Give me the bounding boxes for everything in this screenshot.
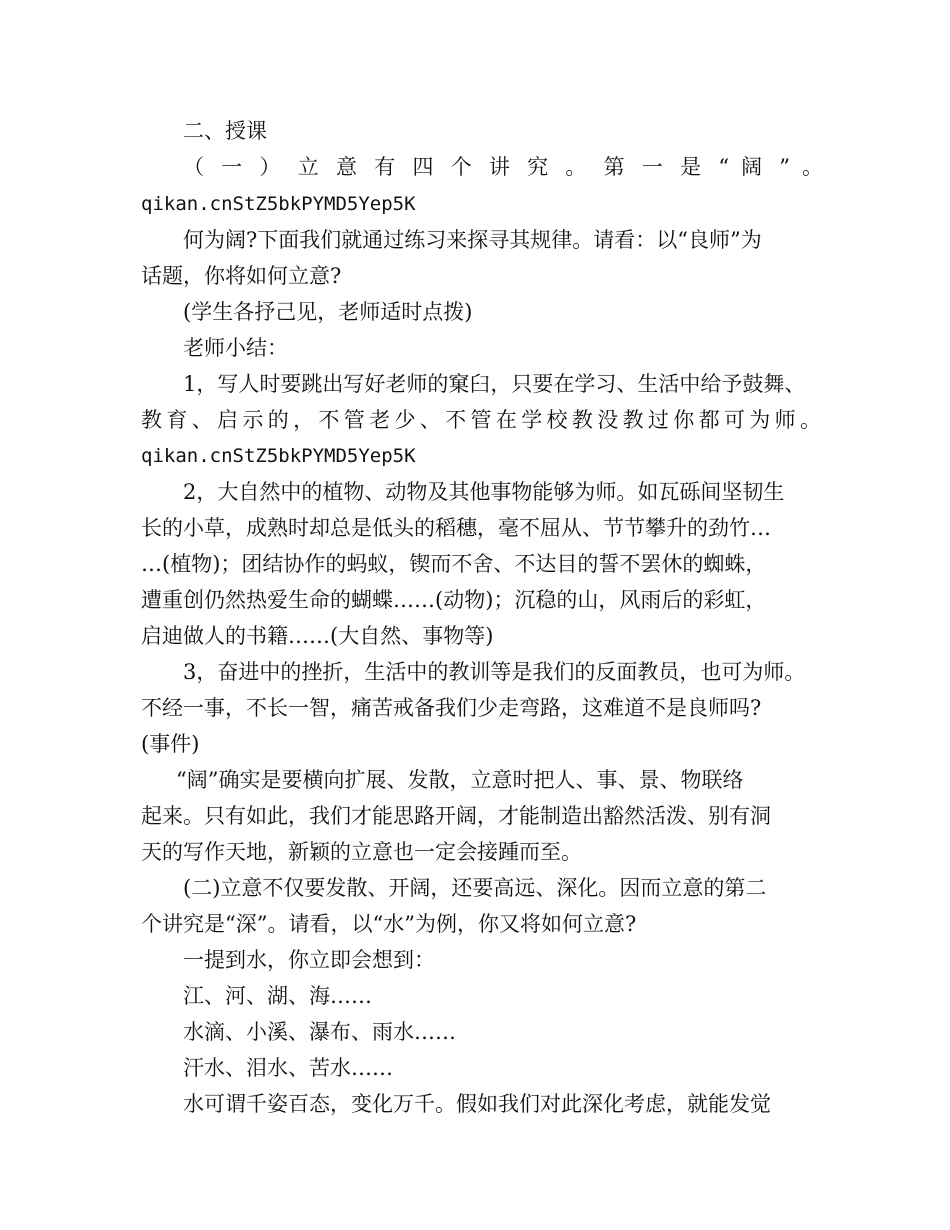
paragraph-line: “阔”确实是要横向扩展、发散，立意时把人、事、景、物联络 [176, 768, 744, 792]
paragraph-line: 2，大自然中的植物、动物及其他事物能够为师。如瓦砾间坚韧生 [183, 480, 785, 504]
paragraph-line: 何为阔?下面我们就通过练习来探寻其规律。请看：以“良师”为 [183, 228, 762, 252]
paragraph-line: 水可谓千姿百态，变化万千。假如我们对此深化考虑，就能发觉 [183, 1092, 771, 1116]
paragraph-line: 江、河、湖、海…… [183, 984, 372, 1008]
paragraph-line: …(植物)；团结协作的蚂蚁，锲而不舍、不达目的誓不罢休的蜘蛛， [141, 552, 767, 576]
paragraph-line: (事件) [141, 732, 200, 756]
paragraph-line: 长的小草，成熟时却总是低头的稻穗，毫不屈从、节节攀升的劲竹… [141, 516, 771, 540]
paragraph-line: 汗水、泪水、苦水…… [183, 1056, 393, 1080]
paragraph-line: 老师小结： [183, 336, 288, 360]
paragraph-line: 天的写作天地，新颖的立意也一定会接踵而至。 [141, 840, 582, 864]
paragraph-line: 起来。只有如此，我们才能思路开阔，才能制造出豁然活泼、别有洞 [141, 804, 771, 828]
paragraph-line: 不经一事，不长一智，痛苦戒备我们少走弯路，这难道不是良师吗? [141, 696, 762, 720]
paragraph-line: 启迪做人的书籍……(大自然、事物等) [141, 624, 494, 648]
paragraph-line: 3，奋进中的挫折，生活中的教训等是我们的反面教员，也可为师。 [183, 660, 806, 684]
paragraph-line: 1，写人时要跳出写好老师的窠臼，只要在学习、生活中给予鼓舞、 [183, 372, 806, 396]
paragraph-line: 水滴、小溪、瀑布、雨水…… [183, 1020, 456, 1044]
paragraph-line: 话题，你将如何立意? [141, 264, 342, 288]
paragraph-line: 一提到水，你立即会想到： [183, 948, 435, 972]
paragraph-line: (学生各抒己见，老师适时点拨) [183, 300, 473, 324]
section-heading: 二、授课 [183, 119, 267, 143]
paragraph-line: 个讲究是“深”。请看，以“水”为例，你又将如何立意? [141, 912, 637, 936]
paragraph-line: 教育、启示的，不管老少、不管在学校教没教过你都可为师。 [141, 408, 821, 432]
source-watermark-text: qikan.cnStZ5bkPYMD5Yep5K [141, 193, 416, 215]
paragraph-line: 遭重创仍然热爱生命的蝴蝶……(动物)；沉稳的山，风雨后的彩虹， [141, 588, 767, 612]
paragraph-line: （ 一 ） 立 意 有 四 个 讲 究 。 第 一 是 “ 阔 ” 。 [183, 155, 823, 179]
paragraph-line: (二)立意不仅要发散、开阔，还要高远、深化。因而立意的第二 [183, 876, 767, 900]
source-watermark-text: qikan.cnStZ5bkPYMD5Yep5K [141, 445, 416, 467]
